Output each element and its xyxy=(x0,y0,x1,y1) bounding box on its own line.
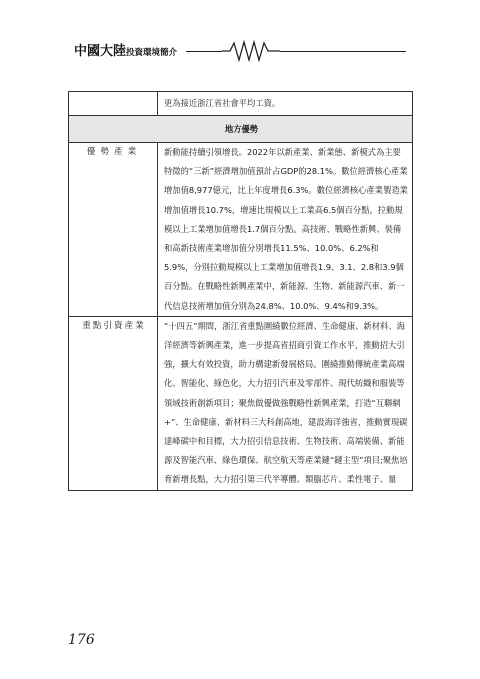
table-row-continued xyxy=(69,92,413,116)
row-label-key-investment-industries: 重點引資產業 xyxy=(69,316,158,490)
header-title xyxy=(74,40,177,59)
row-text-advantage-industries: 新動能持續引領增長。2022年以新產業、新業態、新模式為主要特徵的“三新”經濟增加值預計占GDP的28.1%。數位經濟核心產業增加值8,977億元，比上年度增長6.3%。數位經濟核心產業製造業增加值增長10.7%，增速比規模以上工業高6.5個百分點，拉動規模以上工業增加值增長1.7個百分點。高技術、戰略性新興、裝備和高新技術產業增加值分別增長11.5%、10.0%、6.2%和5.9%，分別拉動規模以上工業增加值增長1.9、3.1、2.8和3.9個百分點。在戰略性新興產業中，新能源、生物、新能源汽車、新一代信息技術增加值分別為24.8%、10.0%、9.4%和9.3%。 xyxy=(158,143,413,317)
row-label-advantage-industries: 優勢產業 xyxy=(69,143,158,317)
running-header xyxy=(74,36,414,64)
row-text-key-investment-industries: “十四五”期間，浙江省重點圍繞數位經濟、生命健康、新材料、海洋經濟等新興產業，進一步提高省招商引資工作水平，推動招大引強，擴大有效投資，助力構建新發展格局。圍繞推動傳統產業高端化、智能化、綠色化，大力招引汽車及零部件、現代紡織和服裝等領域技術創新項目；聚焦做優做強戰略性新興產業，打造“互聯網+”、生命健康、新材料三大科創高地，建設海洋強省，推動實現碳達峰碳中和目標，大力招引信息技術、生物技術、高端裝備、新能源及智能汽車、綠色環保、航空航天等產業鏈“鏈主型”項目;聚焦培育新增長點，大力招引第三代半導體、類腦芯片、柔性電子、量 xyxy=(158,316,413,490)
header-title-sub: 投資環境簡介 xyxy=(126,48,178,58)
pulse-wave-icon xyxy=(222,39,280,63)
investment-info-table xyxy=(68,91,413,491)
header-rule xyxy=(186,51,406,52)
empty-label-cell xyxy=(69,92,158,116)
page-number: 176 xyxy=(68,632,95,648)
table-row-key-investment-industries xyxy=(69,316,413,490)
continued-text-cell: 更為接近浙江省社會平均工資。 xyxy=(158,92,413,116)
header-title-main: 中國大陸 xyxy=(74,44,127,59)
section-header-row xyxy=(69,116,413,143)
section-title: 地方優勢 xyxy=(69,116,413,143)
table-row-advantage-industries xyxy=(69,143,413,317)
